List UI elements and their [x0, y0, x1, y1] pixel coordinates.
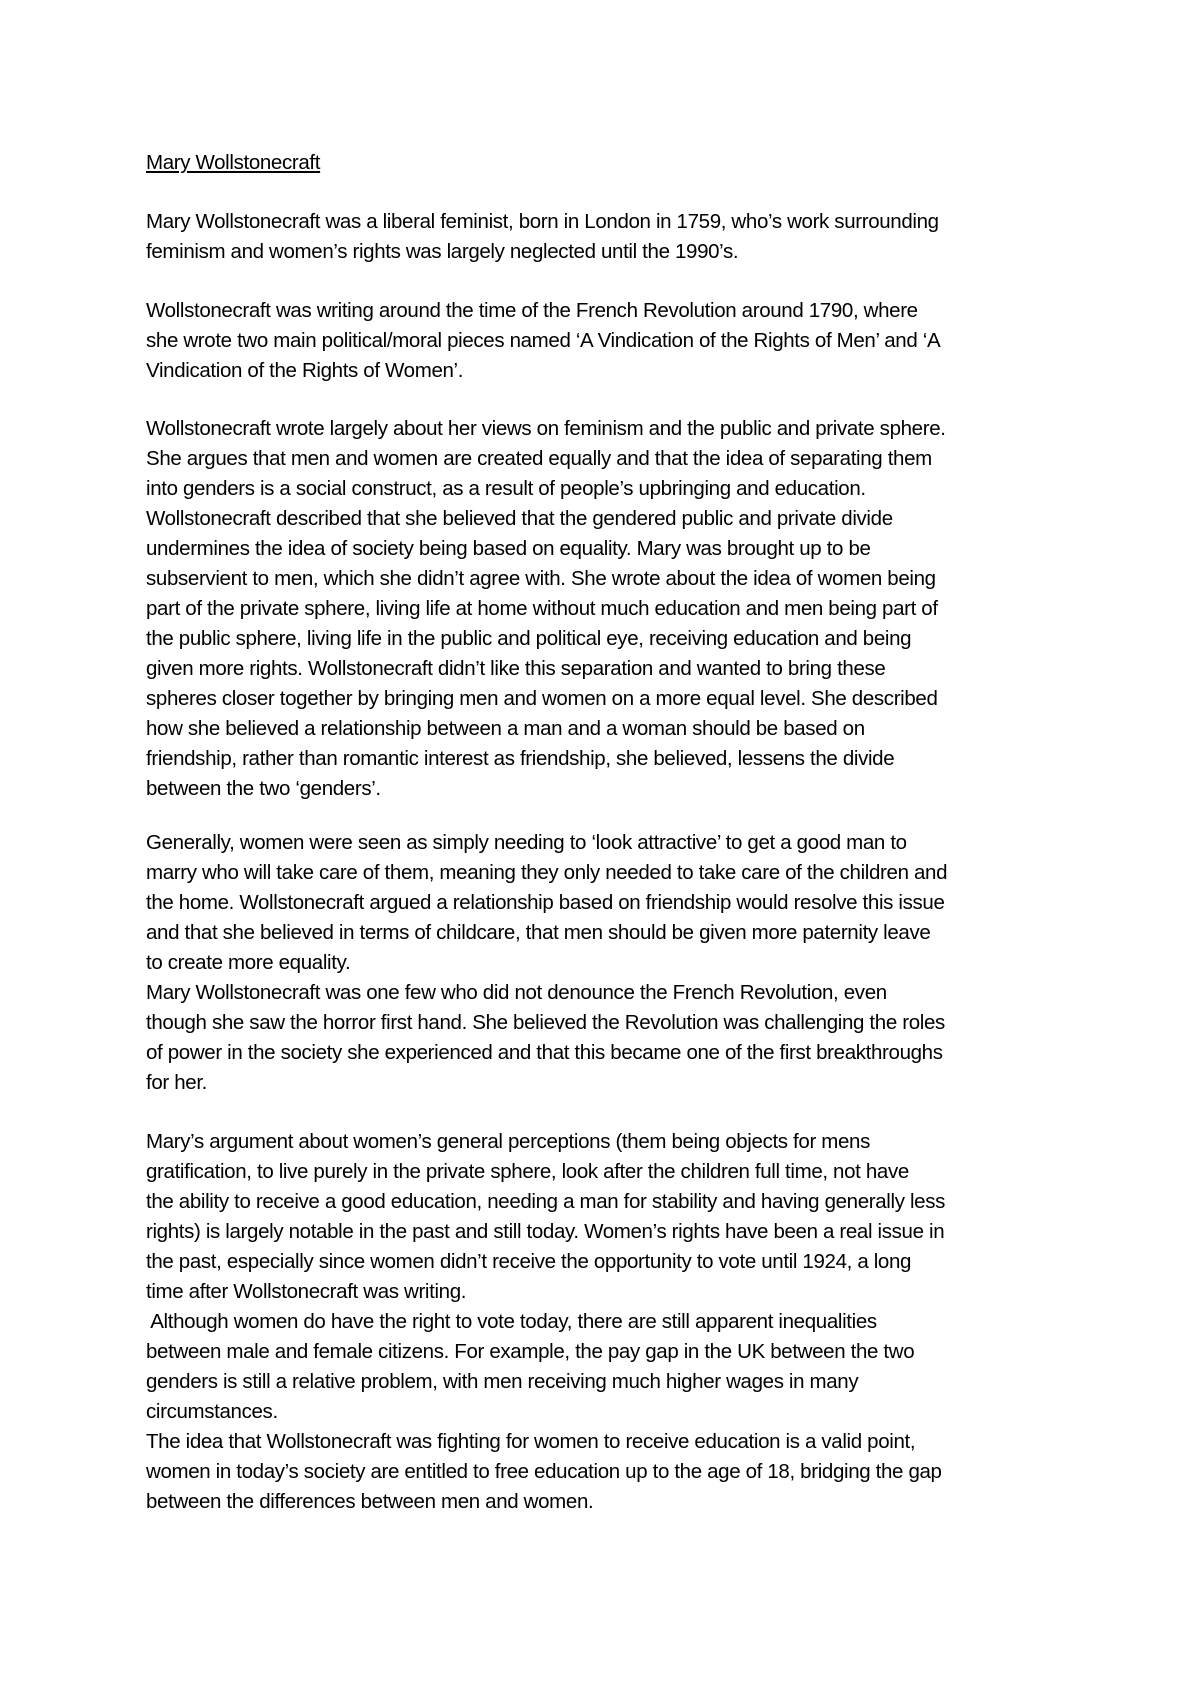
- paragraph-french-revolution: [146, 296, 1096, 386]
- text-line: women in today’s society are entitled to free education up to the age of 18, bridging the gap: [146, 1460, 942, 1483]
- text-line: into genders is a social construct, as a result of people’s upbringing and education.: [146, 477, 866, 500]
- text-line: Wollstonecraft described that she believed that the gendered public and private divide: [146, 507, 893, 530]
- text-line: how she believed a relationship between a man and a woman should be based on: [146, 717, 865, 740]
- text-line: the home. Wollstonecraft argued a relationship based on friendship would resolve this issue: [146, 891, 945, 914]
- text-line: time after Wollstonecraft was writing.: [146, 1280, 467, 1303]
- text-line: friendship, rather than romantic interest as friendship, she believed, lessens the divide: [146, 747, 895, 770]
- text-line: the past, especially since women didn’t receive the opportunity to vote until 1924, a long: [146, 1250, 912, 1273]
- paragraph-generally-women: [146, 828, 1096, 1098]
- text-line: subservient to men, which she didn’t agree with. She wrote about the idea of women being: [146, 567, 936, 590]
- paragraph-public-private-sphere: [146, 414, 1096, 804]
- text-line: for her.: [146, 1071, 208, 1094]
- text-line: she wrote two main political/moral pieces named ‘A Vindication of the Rights of Men’ and ‘A: [146, 329, 941, 352]
- text-line: Mary Wollstonecraft was one few who did not denounce the French Revolution, even: [146, 981, 887, 1004]
- text-line: of power in the society she experienced and that this became one of the first breakthroughs: [146, 1041, 943, 1064]
- text-line: rights) is largely notable in the past and still today. Women’s rights have been a real issue in: [146, 1220, 945, 1243]
- text-line: genders is still a relative problem, with men receiving much higher wages in many: [146, 1370, 859, 1393]
- text-line: the ability to receive a good education, needing a man for stability and having generally less: [146, 1190, 946, 1213]
- text-line: undermines the idea of society being based on equality. Mary was brought up to be: [146, 537, 871, 560]
- text-line: Vindication of the Rights of Women’.: [146, 359, 464, 382]
- text-line: between male and female citizens. For example, the pay gap in the UK between the two: [146, 1340, 915, 1363]
- text-line: spheres closer together by bringing men and women on a more equal level. She described: [146, 687, 938, 710]
- document-title: Mary Wollstonecraft: [146, 151, 321, 174]
- text-line: Wollstonecraft was writing around the time of the French Revolution around 1790, where: [146, 299, 918, 322]
- text-line: Mary Wollstonecraft was a liberal feminist, born in London in 1759, who’s work surrounding: [146, 210, 939, 233]
- text-line: to create more equality.: [146, 951, 351, 974]
- text-line: part of the private sphere, living life at home without much education and men being part of: [146, 597, 938, 620]
- text-line: gratification, to live purely in the private sphere, look after the children full time, not have: [146, 1160, 909, 1183]
- text-line: between the two ‘genders’.: [146, 777, 381, 800]
- paragraph-marys-argument: [146, 1127, 1096, 1517]
- text-line: The idea that Wollstonecraft was fighting for women to receive education is a valid point,: [146, 1430, 916, 1453]
- text-line: Mary’s argument about women’s general perceptions (them being objects for mens: [146, 1130, 871, 1153]
- text-line: given more rights. Wollstonecraft didn’t like this separation and wanted to bring these: [146, 657, 886, 680]
- text-line: the public sphere, living life in the public and political eye, receiving education and being: [146, 627, 912, 650]
- text-line: Wollstonecraft wrote largely about her views on feminism and the public and private sphere.: [146, 417, 946, 440]
- text-line: between the differences between men and women.: [146, 1490, 594, 1513]
- text-line: though she saw the horror first hand. She believed the Revolution was challenging the roles: [146, 1011, 945, 1034]
- text-line: circumstances.: [146, 1400, 278, 1423]
- text-line: Although women do have the right to vote today, there are still apparent inequalities: [146, 1310, 877, 1333]
- text-line: marry who will take care of them, meaning they only needed to take care of the children and: [146, 861, 948, 884]
- text-line: and that she believed in terms of childcare, that men should be given more paternity leave: [146, 921, 931, 944]
- paragraph-intro: [146, 207, 1096, 267]
- text-line: Generally, women were seen as simply needing to ‘look attractive’ to get a good man to: [146, 831, 907, 854]
- text-line: She argues that men and women are created equally and that the idea of separating them: [146, 447, 932, 470]
- text-line: feminism and women’s rights was largely neglected until the 1990’s.: [146, 240, 739, 263]
